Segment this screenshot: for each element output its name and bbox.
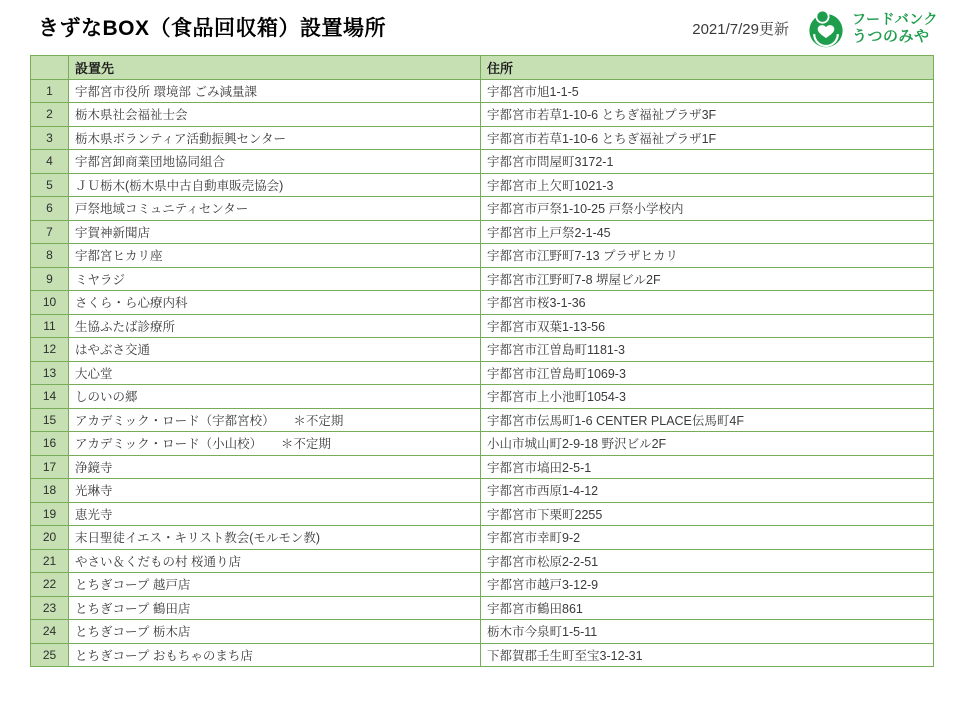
row-number: 15 [31, 408, 69, 432]
page-title: きずなBOX（食品回収箱）設置場所 [38, 17, 387, 40]
row-number: 3 [31, 126, 69, 150]
table-row [31, 126, 934, 150]
table-row [31, 455, 934, 479]
location-name: さくら・ら心療内科 [69, 291, 481, 315]
table-row [31, 408, 934, 432]
row-number: 7 [31, 220, 69, 244]
table-row [31, 620, 934, 644]
location-name: とちぎコープ 栃木店 [69, 620, 481, 644]
row-number: 18 [31, 479, 69, 503]
row-number: 17 [31, 455, 69, 479]
location-name: ＪＵ栃木(栃木県中古自動車販売協会) [69, 173, 481, 197]
location-name: 宇都宮卸商業団地協同組合 [69, 150, 481, 174]
location-address: 宇都宮市上戸祭2-1-45 [481, 220, 934, 244]
location-address: 宇都宮市旭1-1-5 [481, 79, 934, 103]
location-name: 宇都宮ヒカリ座 [69, 244, 481, 268]
location-name: しのいの郷 [69, 385, 481, 409]
updated-date: 2021/7/29更新 [692, 20, 789, 38]
row-number: 20 [31, 526, 69, 550]
row-number: 19 [31, 502, 69, 526]
table-row [31, 549, 934, 573]
logo-line-1: フードバンク [851, 11, 938, 27]
location-name: とちぎコープ おもちゃのまち店 [69, 643, 481, 667]
header-cell-number [31, 56, 69, 80]
location-name: 生協ふたば診療所 [69, 314, 481, 338]
table-row [31, 314, 934, 338]
location-address: 宇都宮市桜3-1-36 [481, 291, 934, 315]
table-row [31, 385, 934, 409]
location-name: 恵光寺 [69, 502, 481, 526]
location-address: 宇都宮市江曽島町1181-3 [481, 338, 934, 362]
location-address: 宇都宮市幸町9-2 [481, 526, 934, 550]
location-name: はやぶさ交通 [69, 338, 481, 362]
location-address: 宇都宮市西原1-4-12 [481, 479, 934, 503]
table-row [31, 79, 934, 103]
locations-table [30, 55, 934, 667]
row-number: 25 [31, 643, 69, 667]
location-address: 宇都宮市塙田2-5-1 [481, 455, 934, 479]
table-row [31, 150, 934, 174]
row-number: 12 [31, 338, 69, 362]
location-name: アカデミック・ロード（宇都宮校） ＊不定期 [69, 408, 481, 432]
header-right [692, 4, 938, 52]
row-number: 5 [31, 173, 69, 197]
location-name: とちぎコープ 鶴田店 [69, 596, 481, 620]
location-name: ミヤラジ [69, 267, 481, 291]
location-address: 宇都宮市江曽島町1069-3 [481, 361, 934, 385]
location-name: 栃木県社会福祉士会 [69, 103, 481, 127]
logo-line-2: うつのみや [851, 28, 930, 45]
row-number: 8 [31, 244, 69, 268]
row-number: 22 [31, 573, 69, 597]
location-address: 宇都宮市江野町7-13 プラザヒカリ [481, 244, 934, 268]
location-name: 戸祭地域コミュニティセンター [69, 197, 481, 221]
row-number: 6 [31, 197, 69, 221]
table-row [31, 291, 934, 315]
row-number: 14 [31, 385, 69, 409]
row-number: 23 [31, 596, 69, 620]
location-name: 浄鏡寺 [69, 455, 481, 479]
row-number: 21 [31, 549, 69, 573]
location-address: 宇都宮市越戸3-12-9 [481, 573, 934, 597]
location-address: 宇都宮市双葉1-13-56 [481, 314, 934, 338]
table-row [31, 502, 934, 526]
location-name: 宇賀神新聞店 [69, 220, 481, 244]
location-name: とちぎコープ 越戸店 [69, 573, 481, 597]
location-address: 宇都宮市伝馬町1-6 CENTER PLACE伝馬町4F [481, 408, 934, 432]
foodbank-person-heart-icon [805, 7, 847, 49]
location-address: 宇都宮市松原2-2-51 [481, 549, 934, 573]
header-cell-name: 設置先 [69, 56, 481, 80]
table-row [31, 526, 934, 550]
header-cell-address: 住所 [481, 56, 934, 80]
location-address: 栃木市今泉町1-5-11 [481, 620, 934, 644]
location-address: 小山市城山町2-9-18 野沢ビル2F [481, 432, 934, 456]
table-row [31, 596, 934, 620]
location-name: 光琳寺 [69, 479, 481, 503]
table-row [31, 220, 934, 244]
row-number: 4 [31, 150, 69, 174]
location-address: 宇都宮市上欠町1021-3 [481, 173, 934, 197]
location-name: 宇都宮市役所 環境部 ごみ減量課 [69, 79, 481, 103]
location-address: 宇都宮市下栗町2255 [481, 502, 934, 526]
row-number: 1 [31, 79, 69, 103]
location-address: 宇都宮市鶴田861 [481, 596, 934, 620]
location-name: 大心堂 [69, 361, 481, 385]
location-name: やさい＆くだもの村 桜通り店 [69, 549, 481, 573]
row-number: 16 [31, 432, 69, 456]
foodbank-logo-text [852, 11, 938, 45]
location-name: 末日聖徒イエス・キリスト教会(モルモン教) [69, 526, 481, 550]
foodbank-logo [805, 7, 938, 49]
table-header-row [31, 56, 934, 80]
location-address: 宇都宮市江野町7-8 堺屋ビル2F [481, 267, 934, 291]
table-row [31, 361, 934, 385]
table-row [31, 103, 934, 127]
table-row [31, 244, 934, 268]
row-number: 11 [31, 314, 69, 338]
table-row [31, 173, 934, 197]
location-address: 下都賀郡壬生町至宝3-12-31 [481, 643, 934, 667]
location-name: 栃木県ボランティア活動振興センター [69, 126, 481, 150]
row-number: 24 [31, 620, 69, 644]
row-number: 13 [31, 361, 69, 385]
table-row [31, 573, 934, 597]
location-address: 宇都宮市若草1-10-6 とちぎ福祉プラザ1F [481, 126, 934, 150]
table-row [31, 432, 934, 456]
table-row [31, 267, 934, 291]
location-name: アカデミック・ロード（小山校） ＊不定期 [69, 432, 481, 456]
location-address: 宇都宮市問屋町3172-1 [481, 150, 934, 174]
row-number: 10 [31, 291, 69, 315]
location-address: 宇都宮市戸祭1-10-25 戸祭小学校内 [481, 197, 934, 221]
table-row [31, 479, 934, 503]
row-number: 9 [31, 267, 69, 291]
table-row [31, 338, 934, 362]
table-row [31, 197, 934, 221]
location-address: 宇都宮市若草1-10-6 とちぎ福祉プラザ3F [481, 103, 934, 127]
row-number: 2 [31, 103, 69, 127]
location-address: 宇都宮市上小池町1054-3 [481, 385, 934, 409]
table-row [31, 643, 934, 667]
